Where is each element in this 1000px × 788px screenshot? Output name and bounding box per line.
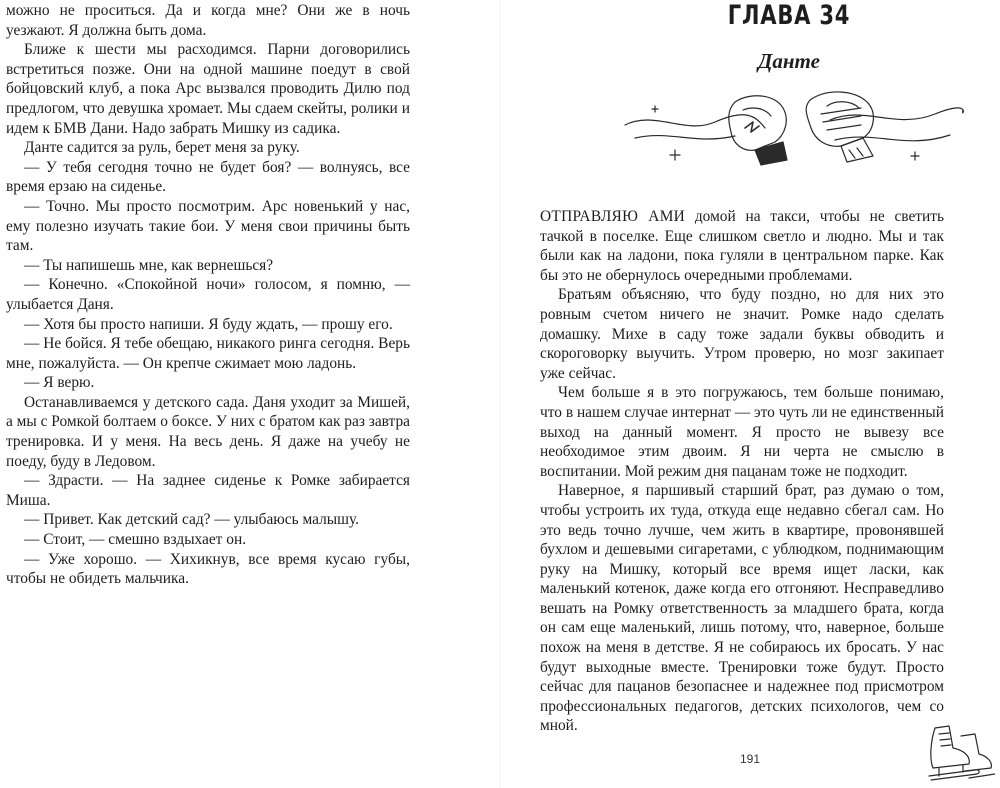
chapter-subtitle: Данте	[758, 49, 820, 73]
ice-skates-icon	[915, 718, 995, 788]
paragraph: — Здрасти. — На заднее сиденье к Ромке забирается Миша.	[6, 472, 410, 509]
right-page-text	[540, 207, 944, 736]
paragraph: — Я верю.	[24, 374, 95, 392]
paragraph-rest: домой на такси, чтобы не светить тачкой в поселке. Еще слишком светло и людно. Мы и так были как на ладони, пока гуляли в центральном парке. Как бы это не обернулось очередными проблемами.	[540, 208, 944, 284]
paragraph: — Ты напишешь мне, как вернешься?	[24, 256, 274, 274]
paragraph	[540, 207, 944, 285]
paragraph: — Стоит, — смешно вздыхает он.	[24, 531, 247, 549]
lead-caps: ОТПРАВЛЯЮ АМИ	[540, 208, 686, 225]
paragraph: — Точно. Мы просто посмотрим. Арс новенький у нас, ему полезно изучать такие бои. У меня свои причины быть там.	[6, 197, 410, 255]
paragraph: Чем больше я в это погружаюсь, тем больше понимаю, что в нашем случае интернат — это чуть ли не единственный выход на данный момент. Я просто не вывезу все необходимое этим двоим. Я ни черта не смыслю в воспитании. Мой режим дня пацанам тоже не подходит.	[540, 384, 944, 480]
paragraph: — Не бойся. Я тебе обещаю, никакого ринга сегодня. Верь мне, пожалуйста. — Он крепче сжимает мою ладонь.	[6, 335, 410, 372]
paragraph: — У тебя сегодня точно не будет боя? — волнуясь, все время ерзаю на сиденье.	[6, 158, 410, 196]
right-page	[500, 0, 1000, 788]
paragraph: Наверное, я паршивый старший брат, раз думаю о том, чтобы устроить их туда, откуда еще недавно сбегал сам. Но это ведь точно лучше, чем жить в квартире, провонявшей бухлом и дешевыми сигаретами, с ублюдком, поднимающим руку на Мишку, который все время ищет ласки, как маленький котенок, даже когда его отгоняют. Несправедливо вешать на Ромку ответственность за младшего брата, когда он сам еще маленький, лишь потому, что, наверное, больше похож на меня в детстве. Я не собираюсь их бросать. У нас будут выходные вместе. Тренировки тоже будут. Просто сейчас для пацанов безопаснее и надежнее под присмотром профессиональных педагогов, детских психологов, чем со мной.	[540, 482, 944, 735]
paragraph: можно не проситься. Да и когда мне? Они же в ночь уезжают. Я должна быть дома.	[6, 2, 410, 39]
chapter-title: ГЛАВА 34	[727, 0, 851, 31]
paragraph: — Конечно. «Спокойной ночи» голосом, я помню, — улыбается Даня.	[6, 276, 410, 313]
paragraph: — Уже хорошо. — Хихикнув, все время кусаю губы, чтобы не обидеть мальчика.	[6, 550, 410, 588]
left-page-text	[6, 1, 410, 589]
paragraph: — Хотя бы просто напиши. Я буду ждать, — прошу его.	[24, 315, 393, 333]
paragraph: Ближе к шести мы расходимся. Парни договорились встретиться позже. Они на одной машине поедут в свой бойцовский клуб, а пока Арс вызвался проводить Дилю под предлогом, что девушка хромает. Мы сдаем скейты, ролики и идем к БМВ Дани. Надо забрать Мишку из садика.	[6, 41, 410, 137]
paragraph: — Привет. Как детский сад? — улыбаюсь малышу.	[24, 511, 359, 529]
paragraph: Братьям объясняю, что буду поздно, но для них это ровным счетом ничего не значит. Ромке надо сделать домашку. Михе в саду тоже задали буквы обводить и скороговорку выучить. Утром проверю, но мозг закипает уже сейчас.	[540, 286, 944, 382]
page-number: 191	[739, 752, 761, 766]
paragraph: Данте садится за руль, берет меня за руку.	[24, 139, 300, 157]
boxing-gloves-icon	[615, 80, 965, 170]
paragraph: Останавливаемся у детского сада. Даня уходит за Мишей, а мы с Ромкой болтаем о боксе. У них с братом как раз завтра тренировка. И у меня. На весь день. Я даже на учебу не поеду, буду в Ледовом.	[6, 393, 410, 470]
